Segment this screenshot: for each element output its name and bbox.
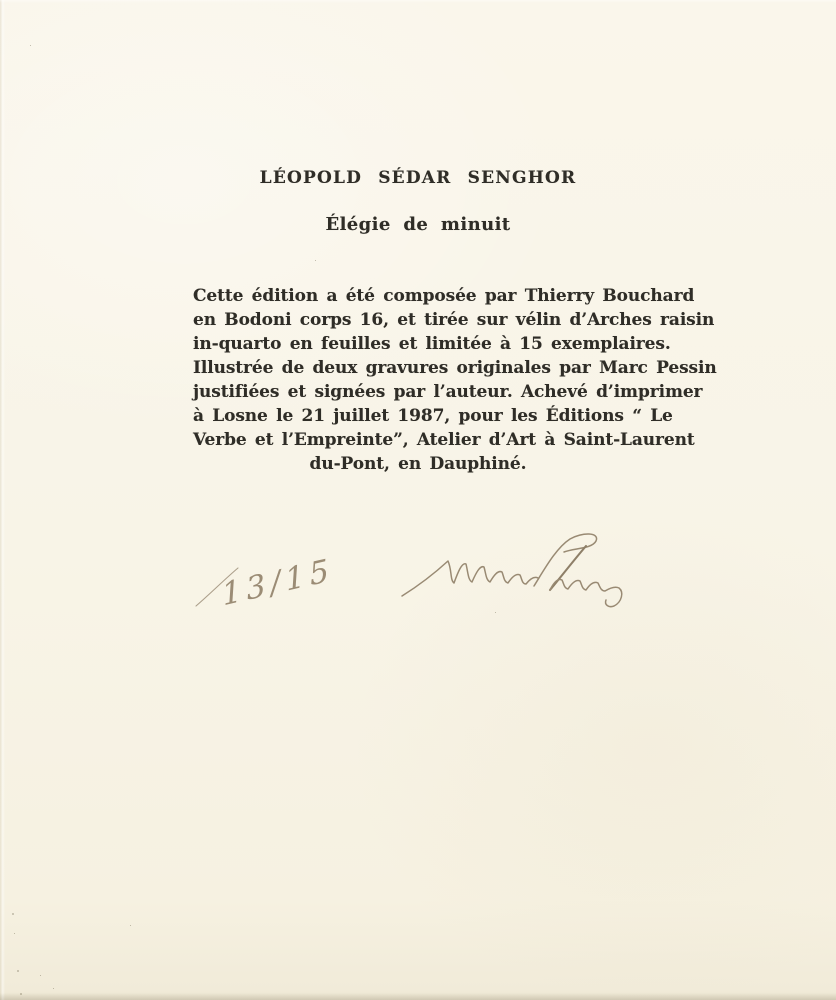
paper-speck [12, 913, 14, 915]
colophon-line: Verbe et l’Empreinte”, Atelier d’Art à Saint-Laurent [193, 430, 695, 450]
author-name: LÉOPOLD SÉDAR SENGHOR [259, 168, 577, 188]
paper-speck [17, 970, 19, 972]
paper-speck [53, 988, 54, 989]
paper-speck [14, 933, 15, 934]
colophon-text [193, 284, 717, 476]
colophon-line: in-quarto en feuilles et limitée à 15 exemplaires. [193, 334, 671, 354]
paper-speck [30, 45, 31, 46]
colophon-block [193, 0, 717, 476]
edition-number-text: 13/15 [220, 551, 336, 614]
signature-stroke-second-word [550, 579, 622, 606]
paper-left-edge [0, 0, 5, 1000]
signature-stroke-first-word [402, 561, 538, 596]
colophon-line: en Bodoni corps 16, et tirée sur vélin d’Arches raisin [193, 310, 715, 330]
paper-bottom-shadow [0, 993, 836, 1000]
colophon-line: à Losne le 21 juillet 1987, pour les Éditions “ Le [193, 406, 673, 426]
colophon-line: justifiées et signées par l’auteur. Achevé d’imprimer [193, 382, 703, 402]
artist-signature [398, 528, 630, 623]
colophon-line: Illustrée de deux gravures originales par Marc Pessin [193, 358, 717, 378]
paper-speck [130, 925, 131, 926]
paper-speck [40, 975, 41, 976]
paper-speck [20, 993, 22, 995]
signature-stroke-flourish [534, 534, 597, 586]
colophon-line: du-Pont, en Dauphiné. [309, 454, 527, 474]
book-title: Élégie de minuit [325, 214, 511, 235]
colophon-line: Cette édition a été composée par Thierry Bouchard [193, 286, 695, 306]
edition-number-handwritten [192, 542, 352, 622]
